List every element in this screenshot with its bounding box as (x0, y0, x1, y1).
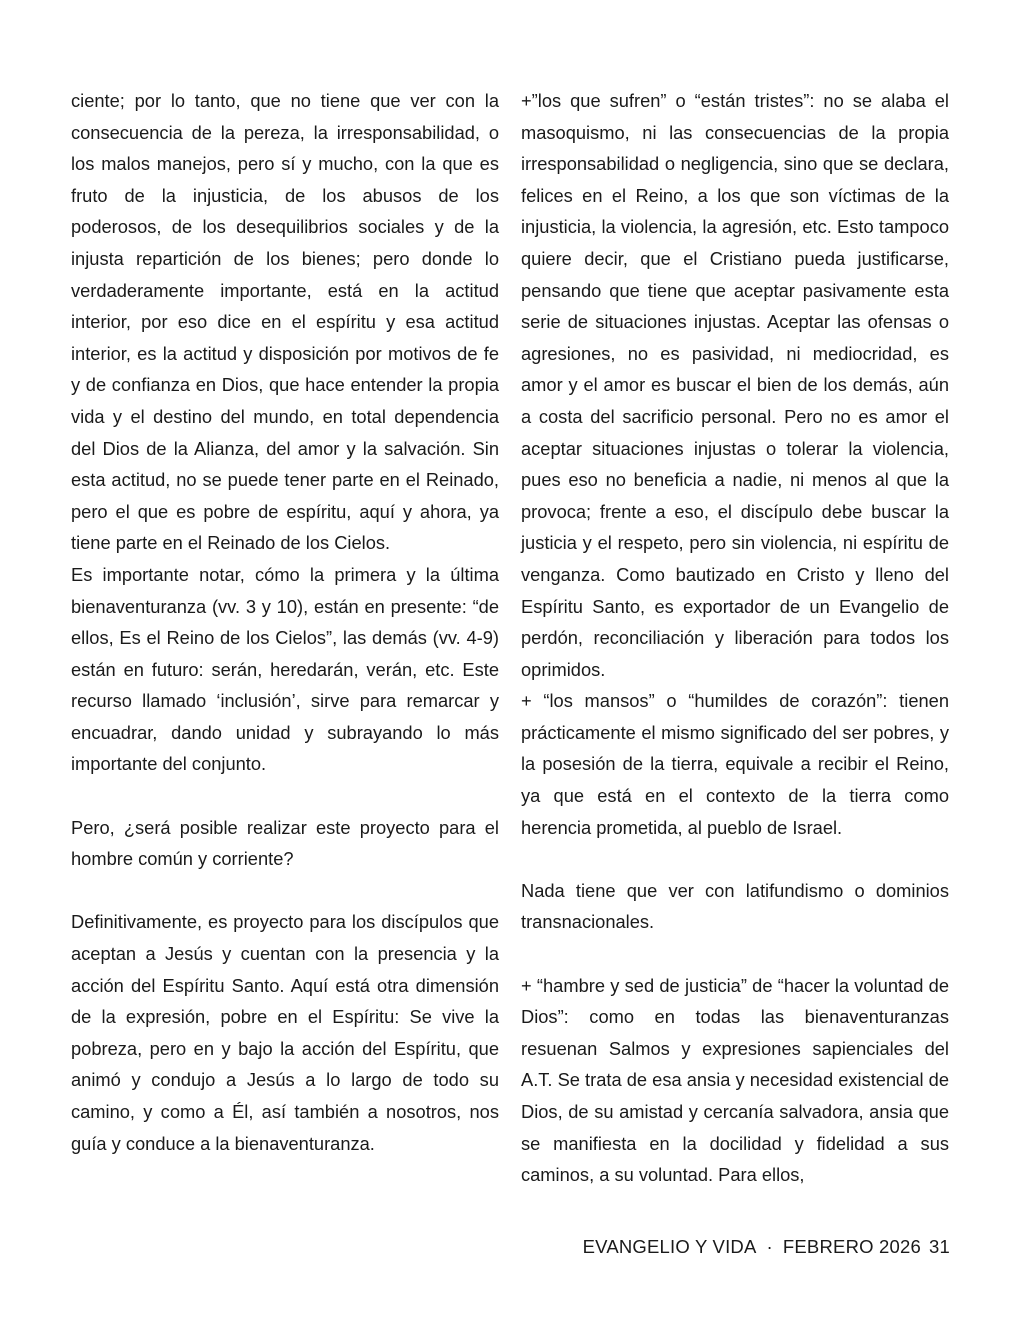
left-paragraph-4: Definitivamente, es proyecto para los discípulos que aceptan a Jesús y cuentan con la presencia y la acción del Espíritu Santo. Aquí está otra dimensión de la expresión, pobre en el Espíritu: Se vive la pobreza, pero en y bajo la acción del Espíritu, que animó y condujo a Jesús a lo largo de todo su camino, y como a Él, así también a nosotros, nos guía y conduce a la bienaventuranza. (71, 911, 499, 1154)
right-paragraph-1: +”los que sufren” o “están tristes”: no se alaba el masoquismo, ni las consecuencias de la propia irresponsabilidad o negligencia, sino que se declara, felices en el Reino, a los que son víctimas de la injusticia, la violencia, la agresión, etc. Esto tampoco quiere decir, que el Cristiano pueda justificarse, pensando que tiene que aceptar pasivamente esta serie de situaciones injustas. Aceptar las ofensas o agresiones, no es pasividad, ni mediocridad, es amor y el amor es buscar el bien de los demás, aún a costa del sacrificio personal. Pero no es amor el aceptar situaciones injustas o tolerar la violencia, pues eso no beneficia a nadie, ni menos al que la provoca; frente a eso, el discípulo debe buscar la justicia y el respeto, pero sin violencia, ni espíritu de venganza. Como bautizado en Cristo y lleno del Espíritu Santo, es exportador de un Evangelio de perdón, reconciliación y liberación para todos los oprimidos. (521, 90, 949, 680)
right-column (521, 85, 949, 1191)
publication-name: EVANGELIO Y VIDA (582, 1236, 757, 1257)
right-paragraph-3: Nada tiene que ver con latifundismo o dominios transnacionales. (521, 879, 949, 933)
page-footer (583, 1236, 950, 1258)
footer-separator: · (766, 1236, 773, 1257)
left-paragraph-1: ciente; por lo tanto, que no tiene que ver con la consecuencia de la pereza, la irresponsabilidad, o los malos manejos, pero sí y mucho, con la que es fruto de la injusticia, de los abusos de los poderosos, de los desequilibrios sociales y de la injusta repartición de los bienes; pero donde lo verdaderamente importante, está en la actitud interior, por eso dice en el espíritu y esa actitud interior, es la actitud y disposición por motivos de fe y de confianza en Dios, que hace entender la propia vida y el destino del mundo, en total dependencia del Dios de la Alianza, del amor y la salvación. Sin esta actitud, no se puede tener parte en el Reinado, pero el que es pobre de espíritu, aquí y ahora, ya tiene parte en el Reinado de los Cielos. (71, 90, 499, 554)
page-number: 31 (929, 1236, 950, 1257)
right-paragraph-2: + “los mansos” o “humildes de corazón”: tienen prácticamente el mismo significado del ser pobres, y la posesión de la tierra, equivale a recibir el Reino, ya que está en el contexto de la tierra como herencia prometida, al pueblo de Israel. (521, 690, 949, 838)
left-paragraph-2: Es importante notar, cómo la primera y la última bienaventuranza (vv. 3 y 10), están en presente: “de ellos, Es el Reino de los Cielos”, las demás (vv. 4-9) están en futuro: serán, heredarán, verán, etc. Este recurso llamado ‘inclusión’, sirve para remarcar y encuadrar, dando unidad y subrayando lo más importante del conjunto. (71, 563, 499, 775)
left-paragraph-3: Pero, ¿será posible realizar este proyecto para el hombre común y corriente? (71, 816, 499, 870)
right-paragraph-4: + “hambre y sed de justicia” de “hacer la voluntad de Dios”: como en todas las bienaventuranzas resuenan Salmos y expresiones sapienciales del A.T. Se trata de esa ansia y necesidad existencial de Dios, de su amistad y cercanía salvadora, ansia que se manifiesta en la docilidad y fidelidad a sus caminos, a su voluntad. Para ellos, (521, 974, 949, 1186)
left-column (71, 85, 499, 1159)
issue-date: FEBRERO 2026 (782, 1236, 922, 1257)
